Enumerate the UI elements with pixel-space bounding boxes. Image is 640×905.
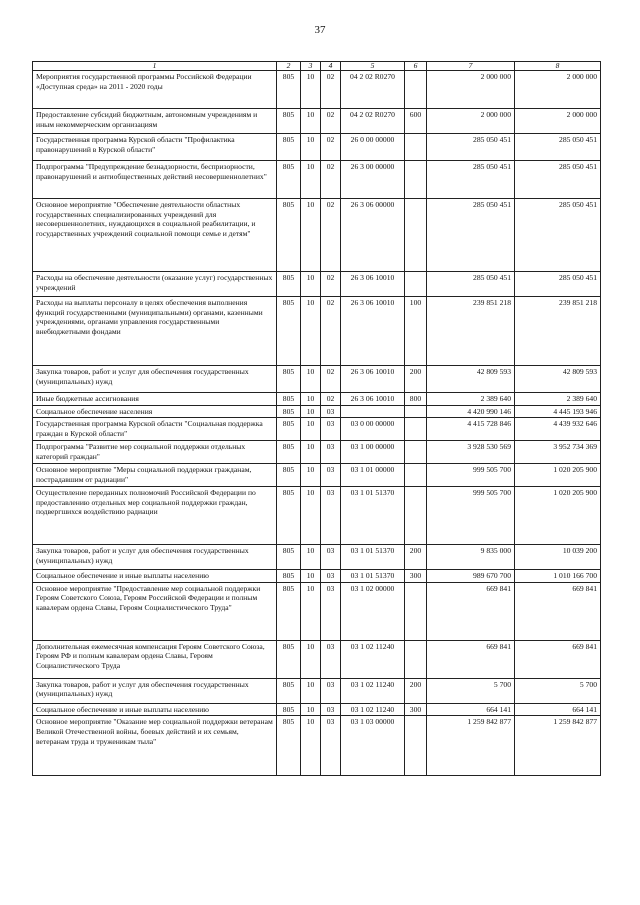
table-row xyxy=(33,582,601,640)
target-article-code xyxy=(341,405,405,418)
amount-2020: 1 259 842 877 xyxy=(515,716,601,776)
amount-2019: 2 000 000 xyxy=(427,71,515,109)
column-number: 1 xyxy=(33,62,277,71)
amount-2019: 1 259 842 877 xyxy=(427,716,515,776)
amount-2019: 285 050 451 xyxy=(427,199,515,272)
row-name: Предоставление субсидий бюджетным, автономным учреждениям и иным некоммерческим организациям xyxy=(33,109,277,134)
table-row xyxy=(33,366,601,393)
section-code: 10 xyxy=(301,418,321,441)
amount-2020: 239 851 218 xyxy=(515,297,601,366)
subsection-code: 02 xyxy=(321,366,341,393)
amount-2019: 669 841 xyxy=(427,582,515,640)
row-name: Основное мероприятие "Предоставление мер социальной поддержки Героям Советского Союза, Героям Российской Федерации и полным кавалерам ордена Славы, Героям Социалистического Труда" xyxy=(33,582,277,640)
column-number: 7 xyxy=(427,62,515,71)
target-article-code: 03 1 01 00000 xyxy=(341,464,405,487)
row-name: Закупка товаров, работ и услуг для обеспечения государственных (муниципальных) нужд xyxy=(33,545,277,570)
expense-type-code xyxy=(405,464,427,487)
column-number: 3 xyxy=(301,62,321,71)
amount-2020: 2 000 000 xyxy=(515,71,601,109)
table-row xyxy=(33,716,601,776)
column-number-row xyxy=(33,62,601,71)
amount-2020: 2 000 000 xyxy=(515,109,601,134)
expense-type-code xyxy=(405,716,427,776)
ministry-code: 805 xyxy=(277,405,301,418)
amount-2019: 285 050 451 xyxy=(427,161,515,199)
row-name: Подпрограмма "Развитие мер социальной поддержки отдельных категорий граждан" xyxy=(33,441,277,464)
amount-2020: 1 010 166 700 xyxy=(515,570,601,583)
table-row xyxy=(33,545,601,570)
amount-2020: 664 141 xyxy=(515,703,601,716)
table-row xyxy=(33,464,601,487)
target-article-code: 26 3 06 10010 xyxy=(341,297,405,366)
section-code: 10 xyxy=(301,570,321,583)
amount-2019: 42 809 593 xyxy=(427,366,515,393)
column-number: 8 xyxy=(515,62,601,71)
section-code: 10 xyxy=(301,716,321,776)
row-name: Расходы на обеспечение деятельности (оказание услуг) государственных учреждений xyxy=(33,272,277,297)
ministry-code: 805 xyxy=(277,71,301,109)
subsection-code: 02 xyxy=(321,297,341,366)
amount-2019: 999 505 700 xyxy=(427,464,515,487)
target-article-code: 04 2 02 R0270 xyxy=(341,109,405,134)
column-number: 5 xyxy=(341,62,405,71)
expense-type-code xyxy=(405,582,427,640)
ministry-code: 805 xyxy=(277,464,301,487)
expense-type-code xyxy=(405,134,427,161)
row-name: Закупка товаров, работ и услуг для обеспечения государственных (муниципальных) нужд xyxy=(33,678,277,703)
ministry-code: 805 xyxy=(277,297,301,366)
subsection-code: 03 xyxy=(321,464,341,487)
subsection-code: 02 xyxy=(321,199,341,272)
ministry-code: 805 xyxy=(277,678,301,703)
amount-2020: 1 020 205 900 xyxy=(515,487,601,545)
amount-2020: 285 050 451 xyxy=(515,134,601,161)
amount-2019: 4 415 728 846 xyxy=(427,418,515,441)
section-code: 10 xyxy=(301,161,321,199)
subsection-code: 03 xyxy=(321,405,341,418)
row-name: Иные бюджетные ассигнования xyxy=(33,393,277,406)
ministry-code: 805 xyxy=(277,545,301,570)
target-article-code: 03 1 02 11240 xyxy=(341,678,405,703)
ministry-code: 805 xyxy=(277,199,301,272)
amount-2020: 285 050 451 xyxy=(515,272,601,297)
subsection-code: 02 xyxy=(321,272,341,297)
table-row xyxy=(33,570,601,583)
section-code: 10 xyxy=(301,366,321,393)
table-row xyxy=(33,71,601,109)
amount-2019: 999 505 700 xyxy=(427,487,515,545)
target-article-code: 26 3 06 10010 xyxy=(341,272,405,297)
column-number: 4 xyxy=(321,62,341,71)
amount-2020: 10 039 200 xyxy=(515,545,601,570)
ministry-code: 805 xyxy=(277,393,301,406)
subsection-code: 03 xyxy=(321,716,341,776)
row-name: Дополнительная ежемесячная компенсация Героям Советского Союза, Героям РФ и полным кавалерам ордена Славы, Героям Социалистического Труда xyxy=(33,640,277,678)
row-name: Основное мероприятие "Меры социальной поддержки гражданам, пострадавшим от радиации" xyxy=(33,464,277,487)
subsection-code: 03 xyxy=(321,441,341,464)
subsection-code: 03 xyxy=(321,703,341,716)
expense-type-code xyxy=(405,161,427,199)
subsection-code: 03 xyxy=(321,570,341,583)
page-number: 37 xyxy=(314,24,326,36)
table-row xyxy=(33,487,601,545)
expense-type-code xyxy=(405,199,427,272)
target-article-code: 26 3 06 10010 xyxy=(341,393,405,406)
table-row xyxy=(33,441,601,464)
subsection-code: 03 xyxy=(321,487,341,545)
section-code: 10 xyxy=(301,393,321,406)
amount-2019: 2 389 640 xyxy=(427,393,515,406)
section-code: 10 xyxy=(301,199,321,272)
target-article-code: 03 1 02 11240 xyxy=(341,640,405,678)
target-article-code: 03 1 01 51370 xyxy=(341,570,405,583)
amount-2020: 1 020 205 900 xyxy=(515,464,601,487)
section-code: 10 xyxy=(301,545,321,570)
amount-2019: 285 050 451 xyxy=(427,134,515,161)
ministry-code: 805 xyxy=(277,703,301,716)
table-row xyxy=(33,109,601,134)
amount-2020: 3 952 734 369 xyxy=(515,441,601,464)
section-code: 10 xyxy=(301,640,321,678)
amount-2019: 285 050 451 xyxy=(427,272,515,297)
expense-type-code: 300 xyxy=(405,570,427,583)
expense-type-code: 300 xyxy=(405,703,427,716)
amount-2019: 5 700 xyxy=(427,678,515,703)
expense-type-code xyxy=(405,405,427,418)
amount-2020: 4 439 932 646 xyxy=(515,418,601,441)
amount-2019: 664 141 xyxy=(427,703,515,716)
target-article-code: 04 2 02 R0270 xyxy=(341,71,405,109)
ministry-code: 805 xyxy=(277,441,301,464)
table-row xyxy=(33,161,601,199)
ministry-code: 805 xyxy=(277,366,301,393)
ministry-code: 805 xyxy=(277,640,301,678)
target-article-code: 03 1 02 11240 xyxy=(341,703,405,716)
ministry-code: 805 xyxy=(277,134,301,161)
expense-type-code: 800 xyxy=(405,393,427,406)
expense-type-code: 100 xyxy=(405,297,427,366)
ministry-code: 805 xyxy=(277,570,301,583)
table-row xyxy=(33,297,601,366)
row-name: Социальное обеспечение и иные выплаты населению xyxy=(33,703,277,716)
section-code: 10 xyxy=(301,678,321,703)
column-number: 2 xyxy=(277,62,301,71)
row-name: Социальное обеспечение и иные выплаты населению xyxy=(33,570,277,583)
table-row xyxy=(33,640,601,678)
ministry-code: 805 xyxy=(277,272,301,297)
target-article-code: 26 3 06 10010 xyxy=(341,366,405,393)
table-row xyxy=(33,134,601,161)
expense-type-code: 200 xyxy=(405,366,427,393)
section-code: 10 xyxy=(301,487,321,545)
amount-2019: 239 851 218 xyxy=(427,297,515,366)
section-code: 10 xyxy=(301,109,321,134)
expense-type-code xyxy=(405,272,427,297)
row-name: Государственная программа Курской области "Профилактика правонарушений в Курской области" xyxy=(33,134,277,161)
target-article-code: 03 1 02 00000 xyxy=(341,582,405,640)
row-name: Осуществление переданных полномочий Российской Федерации по предоставлению отдельных мер социальной поддержки граждан, подвергшихся воздействию радиации xyxy=(33,487,277,545)
ministry-code: 805 xyxy=(277,582,301,640)
section-code: 10 xyxy=(301,405,321,418)
section-code: 10 xyxy=(301,441,321,464)
row-name: Социальное обеспечение населения xyxy=(33,405,277,418)
subsection-code: 03 xyxy=(321,582,341,640)
amount-2019: 9 835 000 xyxy=(427,545,515,570)
target-article-code: 26 0 00 00000 xyxy=(341,134,405,161)
amount-2020: 285 050 451 xyxy=(515,199,601,272)
subsection-code: 03 xyxy=(321,545,341,570)
section-code: 10 xyxy=(301,134,321,161)
table-row xyxy=(33,703,601,716)
table-row xyxy=(33,678,601,703)
amount-2020: 669 841 xyxy=(515,582,601,640)
amount-2019: 669 841 xyxy=(427,640,515,678)
expense-type-code xyxy=(405,418,427,441)
expense-type-code xyxy=(405,640,427,678)
subsection-code: 03 xyxy=(321,640,341,678)
table-row xyxy=(33,199,601,272)
amount-2019: 2 000 000 xyxy=(427,109,515,134)
expense-type-code xyxy=(405,71,427,109)
target-article-code: 03 0 00 00000 xyxy=(341,418,405,441)
amount-2019: 3 928 530 569 xyxy=(427,441,515,464)
row-name: Подпрограмма "Предупреждение безнадзорности, беспризорности, правонарушений и антиобщественных действий несовершеннолетних" xyxy=(33,161,277,199)
target-article-code: 26 3 06 00000 xyxy=(341,199,405,272)
subsection-code: 02 xyxy=(321,109,341,134)
amount-2020: 2 389 640 xyxy=(515,393,601,406)
target-article-code: 03 1 01 51370 xyxy=(341,487,405,545)
target-article-code: 26 3 00 00000 xyxy=(341,161,405,199)
target-article-code: 03 1 00 00000 xyxy=(341,441,405,464)
ministry-code: 805 xyxy=(277,161,301,199)
subsection-code: 02 xyxy=(321,134,341,161)
table-row xyxy=(33,405,601,418)
subsection-code: 02 xyxy=(321,71,341,109)
row-name: Расходы на выплаты персоналу в целях обеспечения выполнения функций государственными (муниципальными) органами, казенными учреждениями, органами управления государственными внебюджетными фондами xyxy=(33,297,277,366)
expense-type-code xyxy=(405,487,427,545)
budget-table xyxy=(32,61,601,776)
amount-2020: 42 809 593 xyxy=(515,366,601,393)
expense-type-code: 200 xyxy=(405,545,427,570)
subsection-code: 02 xyxy=(321,161,341,199)
row-name: Мероприятия государственной программы Российской Федерации «Доступная среда» на 2011 - 2020 годы xyxy=(33,71,277,109)
target-article-code: 03 1 01 51370 xyxy=(341,545,405,570)
row-name: Закупка товаров, работ и услуг для обеспечения государственных (муниципальных) нужд xyxy=(33,366,277,393)
section-code: 10 xyxy=(301,272,321,297)
ministry-code: 805 xyxy=(277,716,301,776)
ministry-code: 805 xyxy=(277,487,301,545)
subsection-code: 03 xyxy=(321,678,341,703)
table-row xyxy=(33,418,601,441)
expense-type-code: 200 xyxy=(405,678,427,703)
table-row xyxy=(33,272,601,297)
subsection-code: 02 xyxy=(321,393,341,406)
row-name: Основное мероприятие "Обеспечение деятельности областных государственных специализированных учреждений для несовершеннолетних, нуждающихся в социальной реабилитации, и государственных учреждений социальной помощи семье и детям" xyxy=(33,199,277,272)
section-code: 10 xyxy=(301,464,321,487)
table-row xyxy=(33,393,601,406)
ministry-code: 805 xyxy=(277,109,301,134)
section-code: 10 xyxy=(301,582,321,640)
row-name: Государственная программа Курской области "Социальная поддержка граждан в Курской области" xyxy=(33,418,277,441)
section-code: 10 xyxy=(301,71,321,109)
amount-2019: 989 670 700 xyxy=(427,570,515,583)
amount-2019: 4 420 990 146 xyxy=(427,405,515,418)
ministry-code: 805 xyxy=(277,418,301,441)
section-code: 10 xyxy=(301,703,321,716)
subsection-code: 03 xyxy=(321,418,341,441)
target-article-code: 03 1 03 00000 xyxy=(341,716,405,776)
expense-type-code xyxy=(405,441,427,464)
expense-type-code: 600 xyxy=(405,109,427,134)
row-name: Основное мероприятие "Оказание мер социальной поддержки ветеранам Великой Отечественной войны, боевых действий и их семьям, ветеранам труда и труженикам тыла" xyxy=(33,716,277,776)
amount-2020: 5 700 xyxy=(515,678,601,703)
column-number: 6 xyxy=(405,62,427,71)
section-code: 10 xyxy=(301,297,321,366)
amount-2020: 669 841 xyxy=(515,640,601,678)
amount-2020: 285 050 451 xyxy=(515,161,601,199)
amount-2020: 4 445 193 946 xyxy=(515,405,601,418)
